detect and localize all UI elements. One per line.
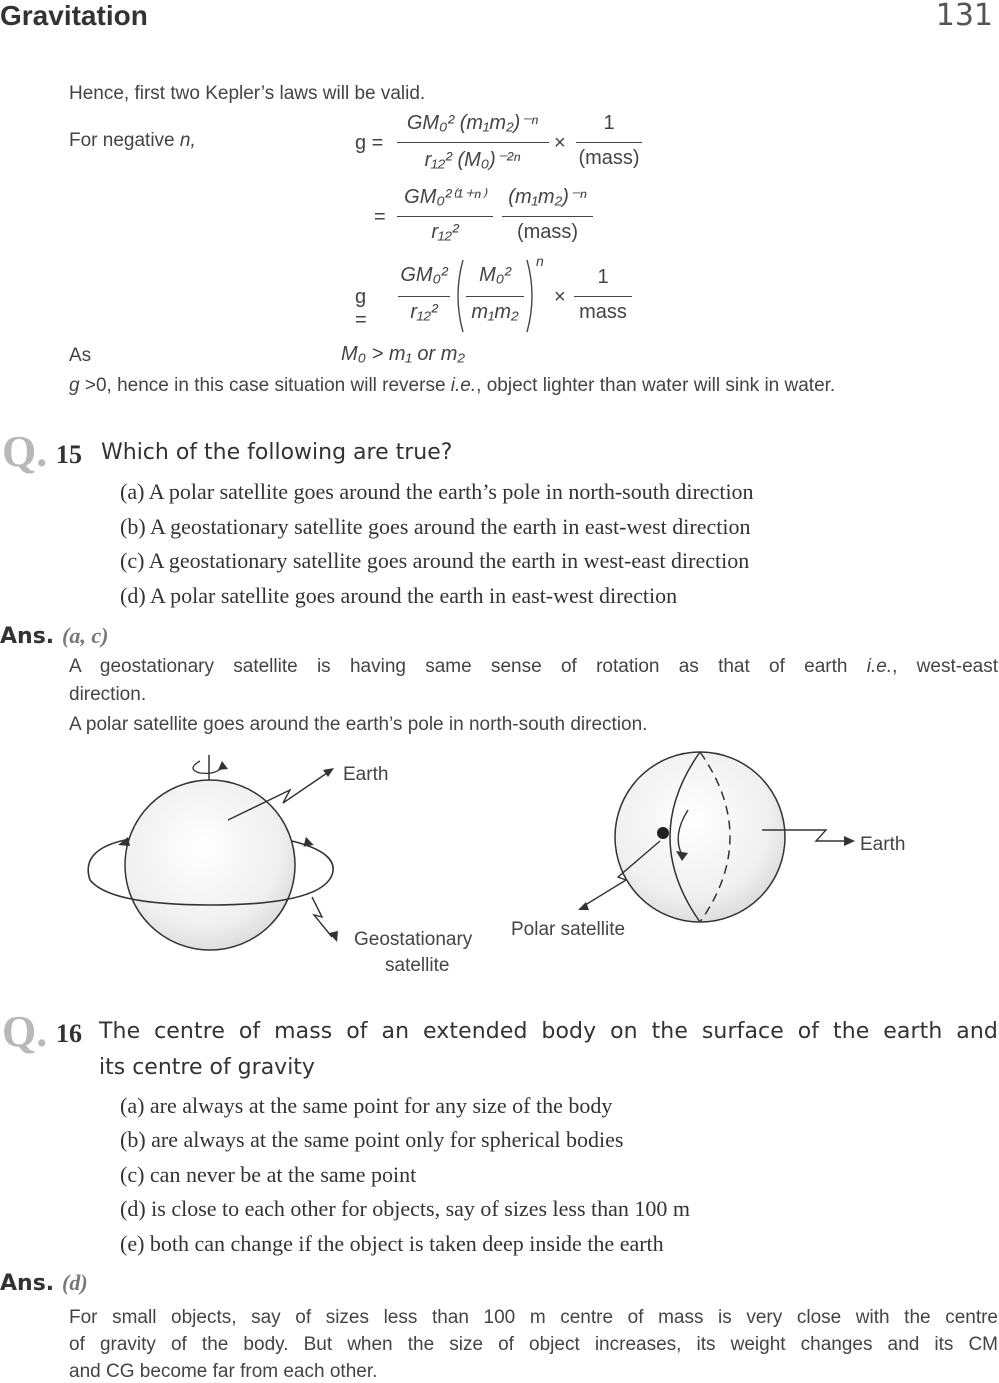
earth-sphere-left xyxy=(125,780,295,950)
earth-sphere-right xyxy=(615,752,785,922)
eq2-numerator: GM₀²⁽¹⁺ⁿ⁾ xyxy=(404,186,486,208)
eq1-fraction-bar-2 xyxy=(576,142,642,143)
eq2-lhs: = xyxy=(374,206,386,228)
q16-explanation-line3: and CG become far from each other. xyxy=(69,1361,378,1382)
q15-option-a: (a) A polar satellite goes around the earth’s pole in north-south direction xyxy=(120,479,754,504)
negative-n-label: For negative n, xyxy=(69,130,196,151)
eq3-paren-numerator: M₀² xyxy=(479,264,511,286)
label-polar-satellite: Polar satellite xyxy=(511,919,626,940)
label-geostationary-2: satellite xyxy=(385,955,450,976)
page-number: 131 xyxy=(935,0,993,33)
eq2-fraction-bar xyxy=(397,216,493,217)
q15-option-c: (c) A geostationary satellite goes around the earth in west-east direction xyxy=(120,548,750,573)
eq3-paren-fraction-bar xyxy=(466,296,524,297)
eq3-denominator-2: mass xyxy=(579,301,627,323)
q16-option-b: (b) are always at the same point only for spherical bodies xyxy=(120,1127,624,1152)
polar-satellite-dot xyxy=(657,827,669,839)
as-expression: M₀ > m₁ or m₂ xyxy=(341,343,466,365)
eq3-paren-denominator: m₁m₂ xyxy=(471,301,519,323)
eq3-denominator: r₁₂² xyxy=(410,301,438,323)
eq1-denominator: r₁₂² (M₀)⁻²ⁿ xyxy=(424,149,521,171)
left-earth-diagram xyxy=(88,755,338,950)
eq2-numerator-2: (m₁m₂)⁻ⁿ xyxy=(508,186,587,208)
q15-explanation-line3: A polar satellite goes around the earth’s pole in north-south direction. xyxy=(69,714,648,735)
q16-option-e: (e) both can change if the object is taken deep inside the earth xyxy=(120,1231,664,1256)
eq3-times: × xyxy=(554,286,566,308)
eq3-fraction-bar-2 xyxy=(574,296,632,297)
eq3-numerator: GM₀² xyxy=(400,264,448,286)
eq3-lhs: g = xyxy=(355,286,367,331)
eq2-denominator-2: (mass) xyxy=(516,221,579,243)
answer-label-q16: Ans. xyxy=(0,1271,55,1296)
eq3-exponent: n xyxy=(536,253,544,269)
question-mark-q16: Q. xyxy=(2,1007,48,1056)
q16-explanation-line1: For small objects, say of sizes less than 100 m centre of mass is very close with the centre xyxy=(69,1307,998,1328)
chapter-title: Gravitation xyxy=(0,0,148,31)
geostationary-pointer xyxy=(312,897,332,937)
eq3-numerator-2: 1 xyxy=(597,266,609,288)
question-mark-q15: Q. xyxy=(2,427,48,476)
question-text-q15: Which of the following are true? xyxy=(101,440,453,465)
eq1-times: × xyxy=(554,132,566,154)
eq2-fraction-bar-2 xyxy=(502,216,593,217)
q16-option-d: (d) is close to each other for objects, say of sizes less than 100 m xyxy=(120,1196,691,1221)
eq1-lhs: g = xyxy=(355,132,384,154)
answer-value-q15: (a, c) xyxy=(62,623,109,648)
question-text-q16-line2: its centre of gravity xyxy=(99,1055,315,1080)
label-earth-left: Earth xyxy=(343,764,389,785)
eq1-fraction-bar xyxy=(397,142,549,143)
right-earth-diagram xyxy=(578,752,855,922)
q15-explanation-line1: A geostationary satellite is having same sense of rotation as that of earth i.e., west-east xyxy=(69,656,998,677)
label-earth-right: Earth xyxy=(860,834,906,855)
satellite-figure xyxy=(0,745,999,990)
question-number-q16: 16 xyxy=(56,1019,82,1048)
as-label: As xyxy=(69,345,92,366)
eq3-fraction-bar xyxy=(398,296,450,297)
answer-value-q16: (d) xyxy=(62,1270,88,1295)
question-number-q15: 15 xyxy=(56,440,82,469)
q16-option-c: (c) can never be at the same point xyxy=(120,1162,417,1187)
question-text-q16-line1: The centre of mass of an extended body on the surface of the earth and xyxy=(99,1019,998,1044)
q15-option-d: (d) A polar satellite goes around the earth in east-west direction xyxy=(120,583,678,608)
eq1-denominator-2: (mass) xyxy=(578,147,640,169)
answer-label-q15: Ans. xyxy=(0,624,55,649)
q15-option-b: (b) A geostationary satellite goes around the earth in east-west direction xyxy=(120,514,751,539)
eq1-numerator: GM₀² (m₁m₂)⁻ⁿ xyxy=(406,112,539,134)
derivation-conclusion: g >0, hence in this case situation will reverse i.e., object lighter than water will sink in water. xyxy=(69,375,836,396)
q16-option-a: (a) are always at the same point for any size of the body xyxy=(120,1093,613,1118)
eq1-numerator-2: 1 xyxy=(603,112,615,134)
label-geostationary-1: Geostationary xyxy=(354,929,473,950)
q15-explanation-line2: direction. xyxy=(69,684,147,705)
derivation-intro: Hence, first two Kepler’s laws will be valid. xyxy=(69,83,426,104)
q16-explanation-line2: of gravity of the body. But when the size of object increases, its weight changes and its CM xyxy=(69,1334,998,1355)
rotation-arrow-icon xyxy=(193,761,222,773)
eq2-denominator: r₁₂² xyxy=(431,221,459,243)
right-paren xyxy=(524,258,538,334)
